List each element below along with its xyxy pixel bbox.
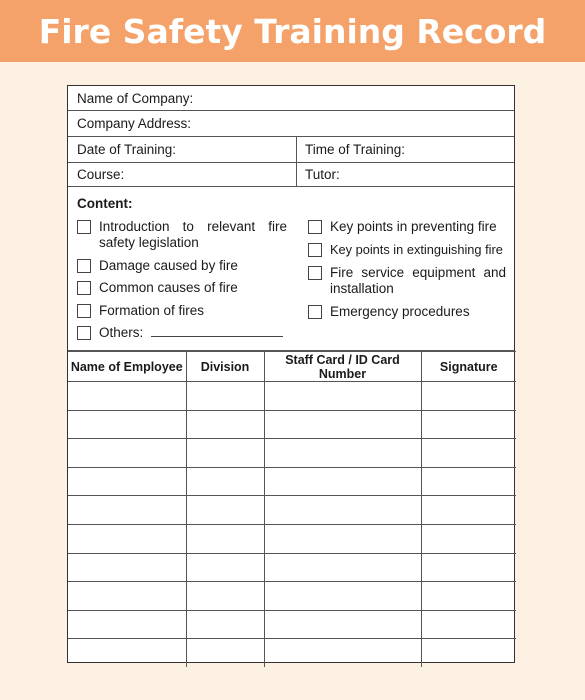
- title-banner: [0, 0, 585, 62]
- signature-cell[interactable]: [421, 467, 516, 496]
- table-row: [68, 467, 516, 496]
- checkbox-label: Formation of fires: [99, 303, 205, 318]
- checkbox-item-extinguishing[interactable]: [308, 242, 506, 258]
- table-row: [68, 582, 516, 611]
- signature-cell[interactable]: [421, 610, 516, 639]
- checkbox-label: Key points in preventing fire: [330, 219, 497, 234]
- employee-name-cell[interactable]: [68, 467, 186, 496]
- employee-name-cell[interactable]: [68, 582, 186, 611]
- checkbox-label: Emergency procedures: [330, 304, 470, 319]
- employee-name-cell[interactable]: [68, 496, 186, 525]
- training-record-form: [67, 85, 515, 663]
- table-row: [68, 410, 516, 439]
- id-number-cell[interactable]: [264, 496, 421, 525]
- id-number-cell[interactable]: [264, 639, 421, 667]
- column-header-id-number: Staff Card / ID Card Number: [264, 352, 421, 382]
- company-name-field[interactable]: Name of Company:: [77, 90, 194, 106]
- checkbox[interactable]: [77, 281, 91, 295]
- date-of-training-field[interactable]: Date of Training:: [77, 142, 177, 157]
- employee-name-cell[interactable]: [68, 382, 186, 411]
- course-tutor-row: [68, 163, 514, 187]
- table-row: [68, 496, 516, 525]
- signature-cell[interactable]: [421, 524, 516, 553]
- employee-table-body: [68, 382, 516, 667]
- company-name-row: [68, 86, 514, 111]
- checkbox-item-causes[interactable]: [77, 280, 287, 296]
- checkbox-item-damage[interactable]: [77, 258, 287, 274]
- division-cell[interactable]: [186, 496, 264, 525]
- checkbox-item-formation[interactable]: [77, 303, 287, 319]
- checkbox[interactable]: [308, 243, 322, 257]
- checkbox-label: Damage caused by fire: [99, 258, 238, 273]
- id-number-cell[interactable]: [264, 439, 421, 468]
- checkbox[interactable]: [77, 220, 91, 234]
- checkbox-item-others[interactable]: [77, 325, 292, 341]
- signature-cell[interactable]: [421, 582, 516, 611]
- checkbox[interactable]: [308, 220, 322, 234]
- employee-name-cell[interactable]: [68, 410, 186, 439]
- division-cell[interactable]: [186, 524, 264, 553]
- employee-name-cell[interactable]: [68, 439, 186, 468]
- table-row: [68, 639, 516, 667]
- checkbox-label: Others:: [99, 325, 144, 340]
- signature-cell[interactable]: [421, 439, 516, 468]
- checkbox-item-equipment[interactable]: [308, 265, 506, 297]
- id-number-cell[interactable]: [264, 582, 421, 611]
- division-cell[interactable]: [186, 582, 264, 611]
- checkbox-item-emergency[interactable]: [308, 304, 506, 320]
- checkbox[interactable]: [77, 304, 91, 318]
- checkbox-label: Introduction to relevant fire safety legislation: [99, 219, 287, 250]
- checkbox[interactable]: [77, 259, 91, 273]
- content-heading: Content:: [77, 196, 133, 211]
- employee-name-cell[interactable]: [68, 610, 186, 639]
- company-address-row: [68, 111, 514, 137]
- id-number-cell[interactable]: [264, 382, 421, 411]
- table-row: [68, 553, 516, 582]
- table-row: [68, 610, 516, 639]
- employee-name-cell[interactable]: [68, 639, 186, 667]
- checkbox[interactable]: [77, 326, 91, 340]
- table-row: [68, 382, 516, 411]
- content-section: [68, 187, 514, 351]
- division-cell[interactable]: [186, 553, 264, 582]
- table-header-row: [68, 352, 516, 382]
- employee-name-cell[interactable]: [68, 524, 186, 553]
- column-header-name: Name of Employee: [68, 352, 186, 382]
- column-header-signature: Signature: [421, 352, 516, 382]
- employee-name-cell[interactable]: [68, 553, 186, 582]
- division-cell[interactable]: [186, 382, 264, 411]
- id-number-cell[interactable]: [264, 610, 421, 639]
- id-number-cell[interactable]: [264, 467, 421, 496]
- signature-cell[interactable]: [421, 410, 516, 439]
- tutor-field[interactable]: Tutor:: [305, 167, 340, 182]
- checkbox[interactable]: [308, 305, 322, 319]
- division-cell[interactable]: [186, 467, 264, 496]
- course-field[interactable]: Course:: [77, 167, 125, 182]
- signature-cell[interactable]: [421, 553, 516, 582]
- employee-table: [68, 351, 516, 667]
- column-header-division: Division: [186, 352, 264, 382]
- signature-cell[interactable]: [421, 382, 516, 411]
- division-cell[interactable]: [186, 610, 264, 639]
- signature-cell[interactable]: [421, 639, 516, 667]
- table-row: [68, 439, 516, 468]
- checkbox-label: Key points in extinguishing fire: [330, 242, 503, 257]
- signature-cell[interactable]: [421, 496, 516, 525]
- division-cell[interactable]: [186, 410, 264, 439]
- id-number-cell[interactable]: [264, 553, 421, 582]
- checkbox-label: Fire service equipment and installation: [330, 265, 506, 296]
- others-input-line[interactable]: [151, 325, 283, 337]
- id-number-cell[interactable]: [264, 410, 421, 439]
- division-cell[interactable]: [186, 439, 264, 468]
- page-title: Fire Safety Training Record: [38, 11, 547, 51]
- training-date-time-row: [68, 137, 514, 163]
- id-number-cell[interactable]: [264, 524, 421, 553]
- checkbox-label: Common causes of fire: [99, 280, 238, 295]
- checkbox[interactable]: [308, 266, 322, 280]
- table-row: [68, 524, 516, 553]
- checkbox-item-preventing[interactable]: [308, 219, 506, 235]
- checkbox-item-legislation[interactable]: [77, 219, 287, 251]
- time-of-training-field[interactable]: Time of Training:: [305, 142, 406, 157]
- division-cell[interactable]: [186, 639, 264, 667]
- company-address-field[interactable]: Company Address:: [77, 116, 192, 131]
